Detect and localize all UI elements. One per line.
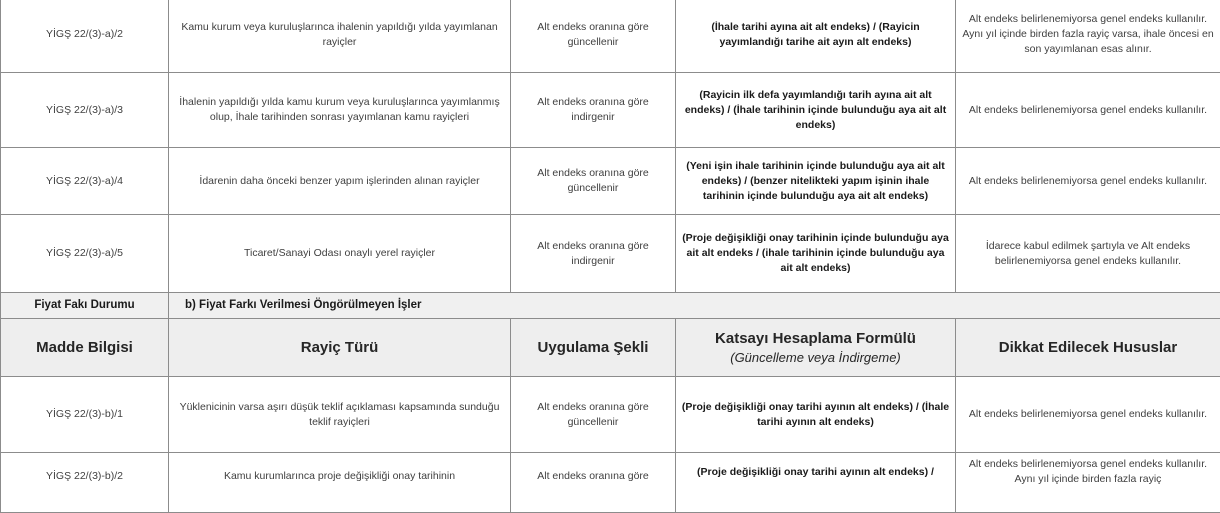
table-row bbox=[1, 215, 1220, 293]
formula-cell: (İhale tarihi ayına ait alt endeks) / (Rayicin yayımlandığı tarihe ait ayın alt endeks) bbox=[676, 0, 956, 73]
madde-bilgisi-cell: YİGŞ 22/(3)-a)/2 bbox=[1, 0, 169, 73]
table-row bbox=[1, 453, 1220, 513]
notes-cell: Alt endeks belirlenemiyorsa genel endeks kullanılır. Aynı yıl içinde birden fazla rayiç bbox=[956, 453, 1220, 513]
uygulama-sekli-cell: Alt endeks oranına göre indirgenir bbox=[511, 215, 676, 293]
section-row bbox=[1, 293, 1220, 319]
uygulama-sekli-cell: Alt endeks oranına göre güncellenir bbox=[511, 148, 676, 215]
table-row bbox=[1, 0, 1220, 73]
header-madde-bilgisi: Madde Bilgisi bbox=[1, 319, 169, 377]
table-row bbox=[1, 377, 1220, 453]
madde-bilgisi-cell: YİGŞ 22/(3)-a)/3 bbox=[1, 73, 169, 148]
uygulama-sekli-cell: Alt endeks oranına göre indirgenir bbox=[511, 73, 676, 148]
notes-cell: Alt endeks belirlenemiyorsa genel endeks kullanılır. bbox=[956, 377, 1220, 453]
madde-bilgisi-cell: YİGŞ 22/(3)-b)/2 bbox=[1, 453, 169, 513]
formula-cell: (Proje değişikliği onay tarihi ayının alt endeks) / (İhale tarihi ayının alt endeks) bbox=[676, 377, 956, 453]
rayic-turu-cell: Kamu kurumlarınca proje değişikliği onay tarihinin bbox=[169, 453, 511, 513]
header-formula bbox=[676, 319, 956, 377]
madde-bilgisi-cell: YİGŞ 22/(3)-a)/4 bbox=[1, 148, 169, 215]
header-row bbox=[1, 319, 1220, 377]
rayic-turu-cell: İhalenin yapıldığı yılda kamu kurum veya kuruluşlarınca yayımlanmış olup, İhale tarihinden sonrası yayımlanan kamu rayiçleri bbox=[169, 73, 511, 148]
header-formula-title: Katsayı Hesaplama Formülü bbox=[715, 330, 916, 347]
table-row bbox=[1, 148, 1220, 215]
rayic-turu-cell: Ticaret/Sanayi Odası onaylı yerel rayiçler bbox=[169, 215, 511, 293]
header-notes: Dikkat Edilecek Hususlar bbox=[956, 319, 1220, 377]
table-row bbox=[1, 73, 1220, 148]
section-label: Fiyat Fakı Durumu bbox=[1, 293, 169, 319]
formula-cell: (Proje değişikliği onay tarihi ayının alt endeks) / bbox=[676, 453, 956, 513]
notes-cell: Alt endeks belirlenemiyorsa genel endeks kullanılır. Aynı yıl içinde birden fazla rayiç varsa, ihale öncesi en son yayımlanan esas alınır. bbox=[956, 0, 1220, 73]
uygulama-sekli-cell: Alt endeks oranına göre bbox=[511, 453, 676, 513]
rayic-turu-cell: Yüklenicinin varsa aşırı düşük teklif açıklaması kapsamında sunduğu teklif rayiçleri bbox=[169, 377, 511, 453]
uygulama-sekli-cell: Alt endeks oranına göre güncellenir bbox=[511, 377, 676, 453]
uygulama-sekli-cell: Alt endeks oranına göre güncellenir bbox=[511, 0, 676, 73]
section-title: b) Fiyat Farkı Verilmesi Öngörülmeyen İşler bbox=[169, 293, 1220, 319]
header-uygulama-sekli: Uygulama Şekli bbox=[511, 319, 676, 377]
formula-cell: (Proje değişikliği onay tarihinin içinde bulunduğu aya ait alt endeks / (ihale tarihinin içinde bulunduğu aya ait alt endeks) bbox=[676, 215, 956, 293]
formula-cell: (Rayicin ilk defa yayımlandığı tarih ayına ait alt endeks) / (İhale tarihinin içinde bulunduğu aya ait alt endeks) bbox=[676, 73, 956, 148]
rayic-turu-cell: İdarenin daha önceki benzer yapım işlerinden alınan rayiçler bbox=[169, 148, 511, 215]
header-rayic-turu: Rayiç Türü bbox=[169, 319, 511, 377]
notes-cell: Alt endeks belirlenemiyorsa genel endeks kullanılır. bbox=[956, 148, 1220, 215]
rayic-turu-cell: Kamu kurum veya kuruluşlarınca ihalenin yapıldığı yılda yayımlanan rayiçler bbox=[169, 0, 511, 73]
formula-cell: (Yeni işin ihale tarihinin içinde bulunduğu aya ait alt endeks) / (benzer nitelikteki yapım işinin ihale tarihinin içinde bulunduğu aya ait alt endeks) bbox=[676, 148, 956, 215]
header-formula-subtitle: (Güncelleme veya İndirgeme) bbox=[681, 348, 950, 367]
madde-bilgisi-cell: YİGŞ 22/(3)-b)/1 bbox=[1, 377, 169, 453]
madde-bilgisi-cell: YİGŞ 22/(3)-a)/5 bbox=[1, 215, 169, 293]
notes-cell: Alt endeks belirlenemiyorsa genel endeks kullanılır. bbox=[956, 73, 1220, 148]
notes-cell: İdarece kabul edilmek şartıyla ve Alt endeks belirlenemiyorsa genel endeks kullanılır. bbox=[956, 215, 1220, 293]
